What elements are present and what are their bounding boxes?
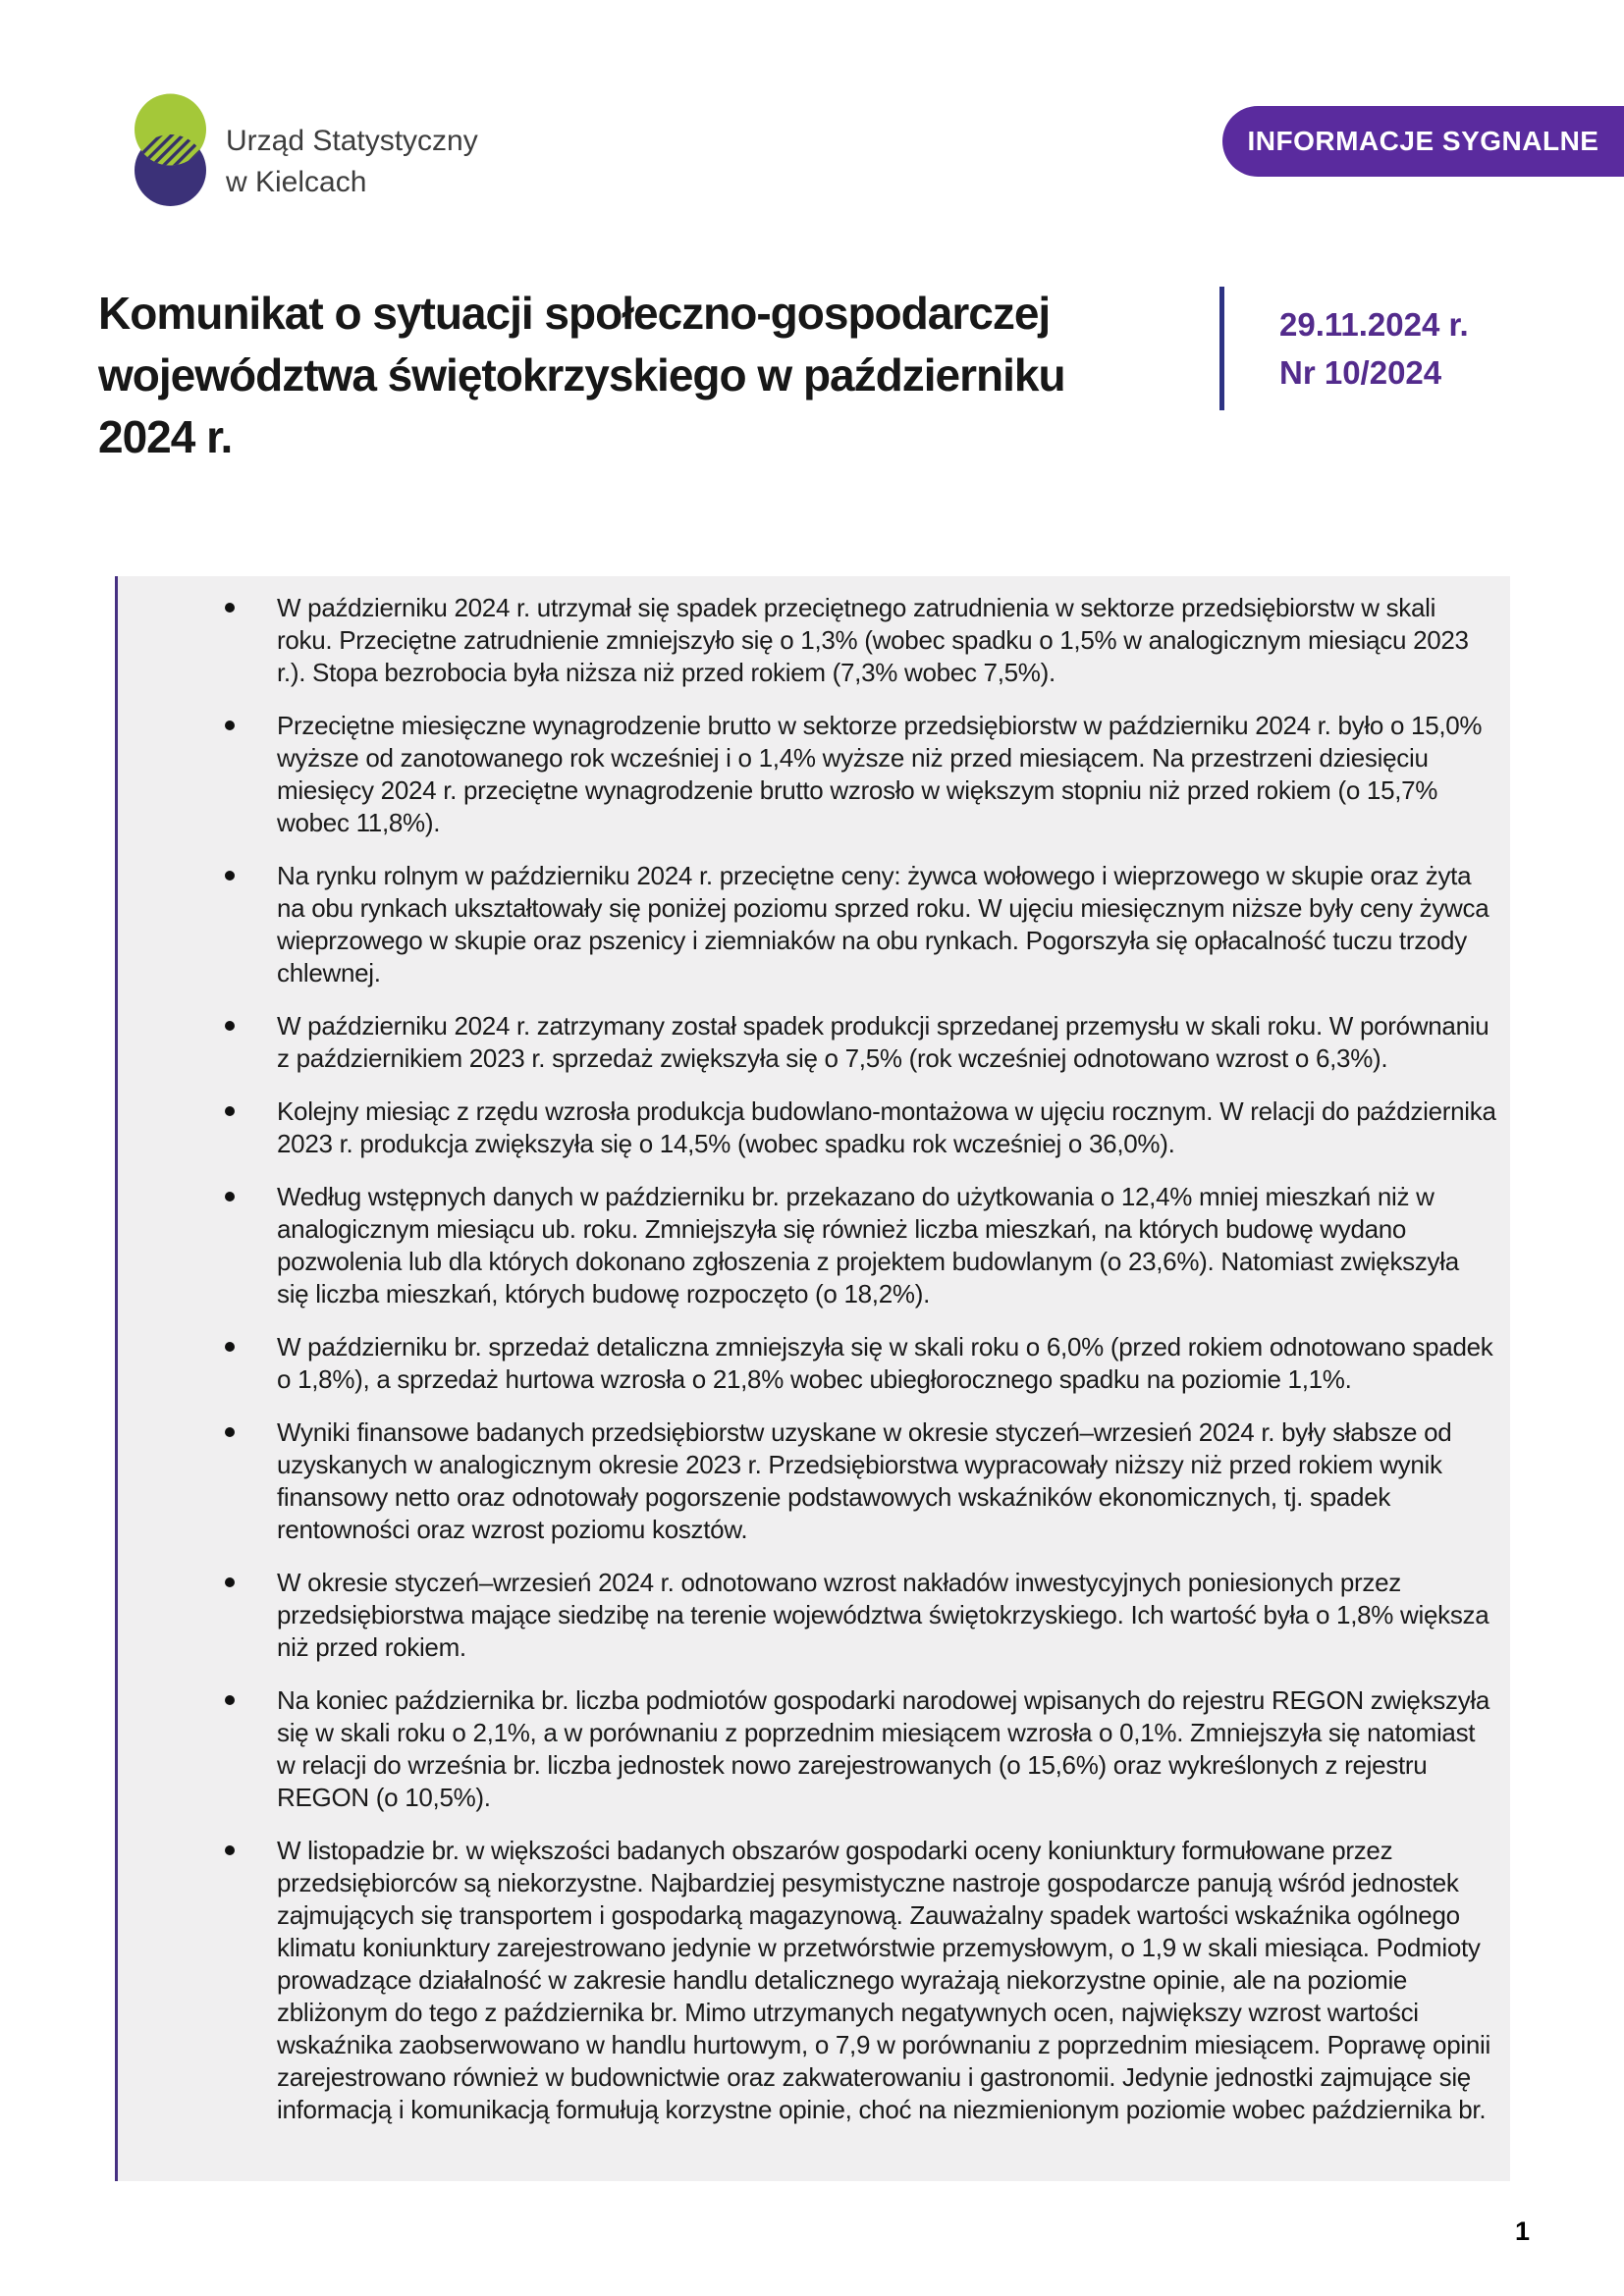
highlight-item: W okresie styczeń–wrzesień 2024 r. odnotowano wzrost nakładów inwestycyjnych poniesionych przez przedsiębiorstwa mające siedzibę na terenie województwa świętokrzyskiego. Ich wartość była o 1,8% większa niż przed rokiem. <box>118 1567 1496 1664</box>
highlight-item: Na rynku rolnym w październiku 2024 r. przeciętne ceny: żywca wołowego i wieprzowego w skupie oraz żyta na obu rynkach ukształtowały się poniżej poziomu sprzed roku. W ujęciu miesięcznym niższe były ceny żywca wieprzowego w skupie oraz pszenicy i ziemniaków na obu rynkach. Pogorszyła się opłacalność tuczu trzody chlewnej. <box>118 860 1496 989</box>
page-title: Komunikat o sytuacji społeczno-gospodarczej województwa świętokrzyskiego w październiku 2024 r. <box>98 288 1065 462</box>
org-city: w Kielcach <box>226 166 367 198</box>
highlight-item: W październiku 2024 r. zatrzymany został spadek produkcji sprzedanej przemysłu w skali roku. W porównaniu z październikiem 2023 r. sprzedaż zwiększyła się o 7,5% (rok wcześniej odnotowano wzrost o 6,3%). <box>118 1010 1496 1075</box>
highlight-item: W październiku br. sprzedaż detaliczna zmniejszyła się w skali roku o 6,0% (przed rokiem odnotowano spadek o 1,8%), a sprzedaż hurtowa wzrosła o 21,8% wobec ubiegłorocznego spadku na poziomie 1,1%. <box>118 1331 1496 1396</box>
highlight-item: Według wstępnych danych w październiku br. przekazano do użytkowania o 12,4% mniej mieszkań niż w analogicznym miesiącu ub. roku. Zmniejszyła się również liczba mieszkań, na których budowę wydano pozwolenia lub dla których dokonano zgłoszenia z projektem budowlanym (o 23,6%). Natomiast zwiększyła się liczba mieszkań, których budowę rozpoczęto (o 18,2%). <box>118 1181 1496 1310</box>
issue-number: Nr 10/2024 <box>1279 354 1442 391</box>
statistical-office-logo <box>134 93 478 207</box>
highlight-item: Kolejny miesiąc z rzędu wzrosła produkcja budowlano-montażowa w ujęciu rocznym. W relacji do października 2023 r. produkcja zwiększyła się o 14,5% (wobec spadku rok wcześniej o 36,0%). <box>118 1095 1496 1160</box>
issue-info <box>1219 287 1469 410</box>
highlight-item: W listopadzie br. w większości badanych obszarów gospodarki oceny koniunktury formułowane przez przedsiębiorców są niekorzystne. Najbardziej pesymistyczne nastroje gospodarcze panują wśród jednostek zajmujących się transportem i gospodarką magazynową. Zauważalny spadek wartości wskaźnika ogólnego klimatu koniunktury zarejestrowano jedynie w przetwórstwie przemysłowym, o 1,9 w skali miesiąca. Podmioty prowadzące działalność w zakresie handlu detalicznego wyrażają niekorzystne opinie, ale na poziomie zbliżonym do tego z października br. Mimo utrzymanych negatywnych ocen, największy wzrost wartości wskaźnika zaobserwowano w handlu hurtowym, o 7,9 w porównaniu z poprzednim miesiącem. Poprawę opinii zarejestrowano również w budownictwie oraz zakwaterowaniu i gastronomii. Jedynie jednostki zajmujące się informacją i komunikacją formułują korzystne opinie, choć na niezmienionym poziomie wobec października br. <box>118 1835 1496 2126</box>
org-name-block <box>226 121 478 203</box>
highlight-item: W październiku 2024 r. utrzymał się spadek przeciętnego zatrudnienia w sektorze przedsiębiorstw w skali roku. Przeciętne zatrudnienie zmniejszyło się o 1,3% (wobec spadku o 1,5% w analogicznym miesiącu 2023 r.). Stopa bezrobocia była niższa niż przed rokiem (7,3% wobec 7,5%). <box>118 592 1496 689</box>
issue-date: 29.11.2024 r. <box>1279 306 1469 343</box>
org-name: Urząd Statystyczny <box>226 125 478 157</box>
highlight-item: Wyniki finansowe badanych przedsiębiorstw uzyskane w okresie styczeń–wrzesień 2024 r. były słabsze od uzyskanych w analogicznym okresie 2023 r. Przedsiębiorstwa wypracowały niższy niż przed rokiem wynik finansowy netto oraz odnotowały pogorszenie podstawowych wskaźników ekonomicznych, tj. spadek rentowności oraz wzrost poziomu kosztów. <box>118 1416 1496 1546</box>
highlight-item: Na koniec października br. liczba podmiotów gospodarki narodowej wpisanych do rejestru REGON zwiększyła się w skali roku o 2,1%, a w porównaniu z poprzednim miesiącem wzrosła o 0,1%. Zmniejszyła się natomiast w relacji do września br. liczba jednostek nowo zarejestrowanych (o 15,6%) oraz wykreślonych z rejestru REGON (o 10,5%). <box>118 1684 1496 1814</box>
logo-circles-icon <box>134 93 208 207</box>
highlights-list <box>118 592 1496 2126</box>
highlight-item: Przeciętne miesięczne wynagrodzenie brutto w sektorze przedsiębiorstw w październiku 2024 r. było o 15,0% wyższe od zanotowanego rok wcześniej i o 1,4% wyższe niż przed miesiącem. Na przestrzeni dziesięciu miesięcy 2024 r. przeciętne wynagrodzenie brutto wzrosło w większym stopniu niż przed rokiem (o 15,7% wobec 11,8%). <box>118 710 1496 839</box>
highlights-panel <box>115 576 1510 2181</box>
page-number: 1 <box>1514 2216 1530 2246</box>
badge-label: INFORMACJE SYGNALNE <box>1247 126 1599 156</box>
informacje-sygnalne-badge <box>1222 106 1624 177</box>
